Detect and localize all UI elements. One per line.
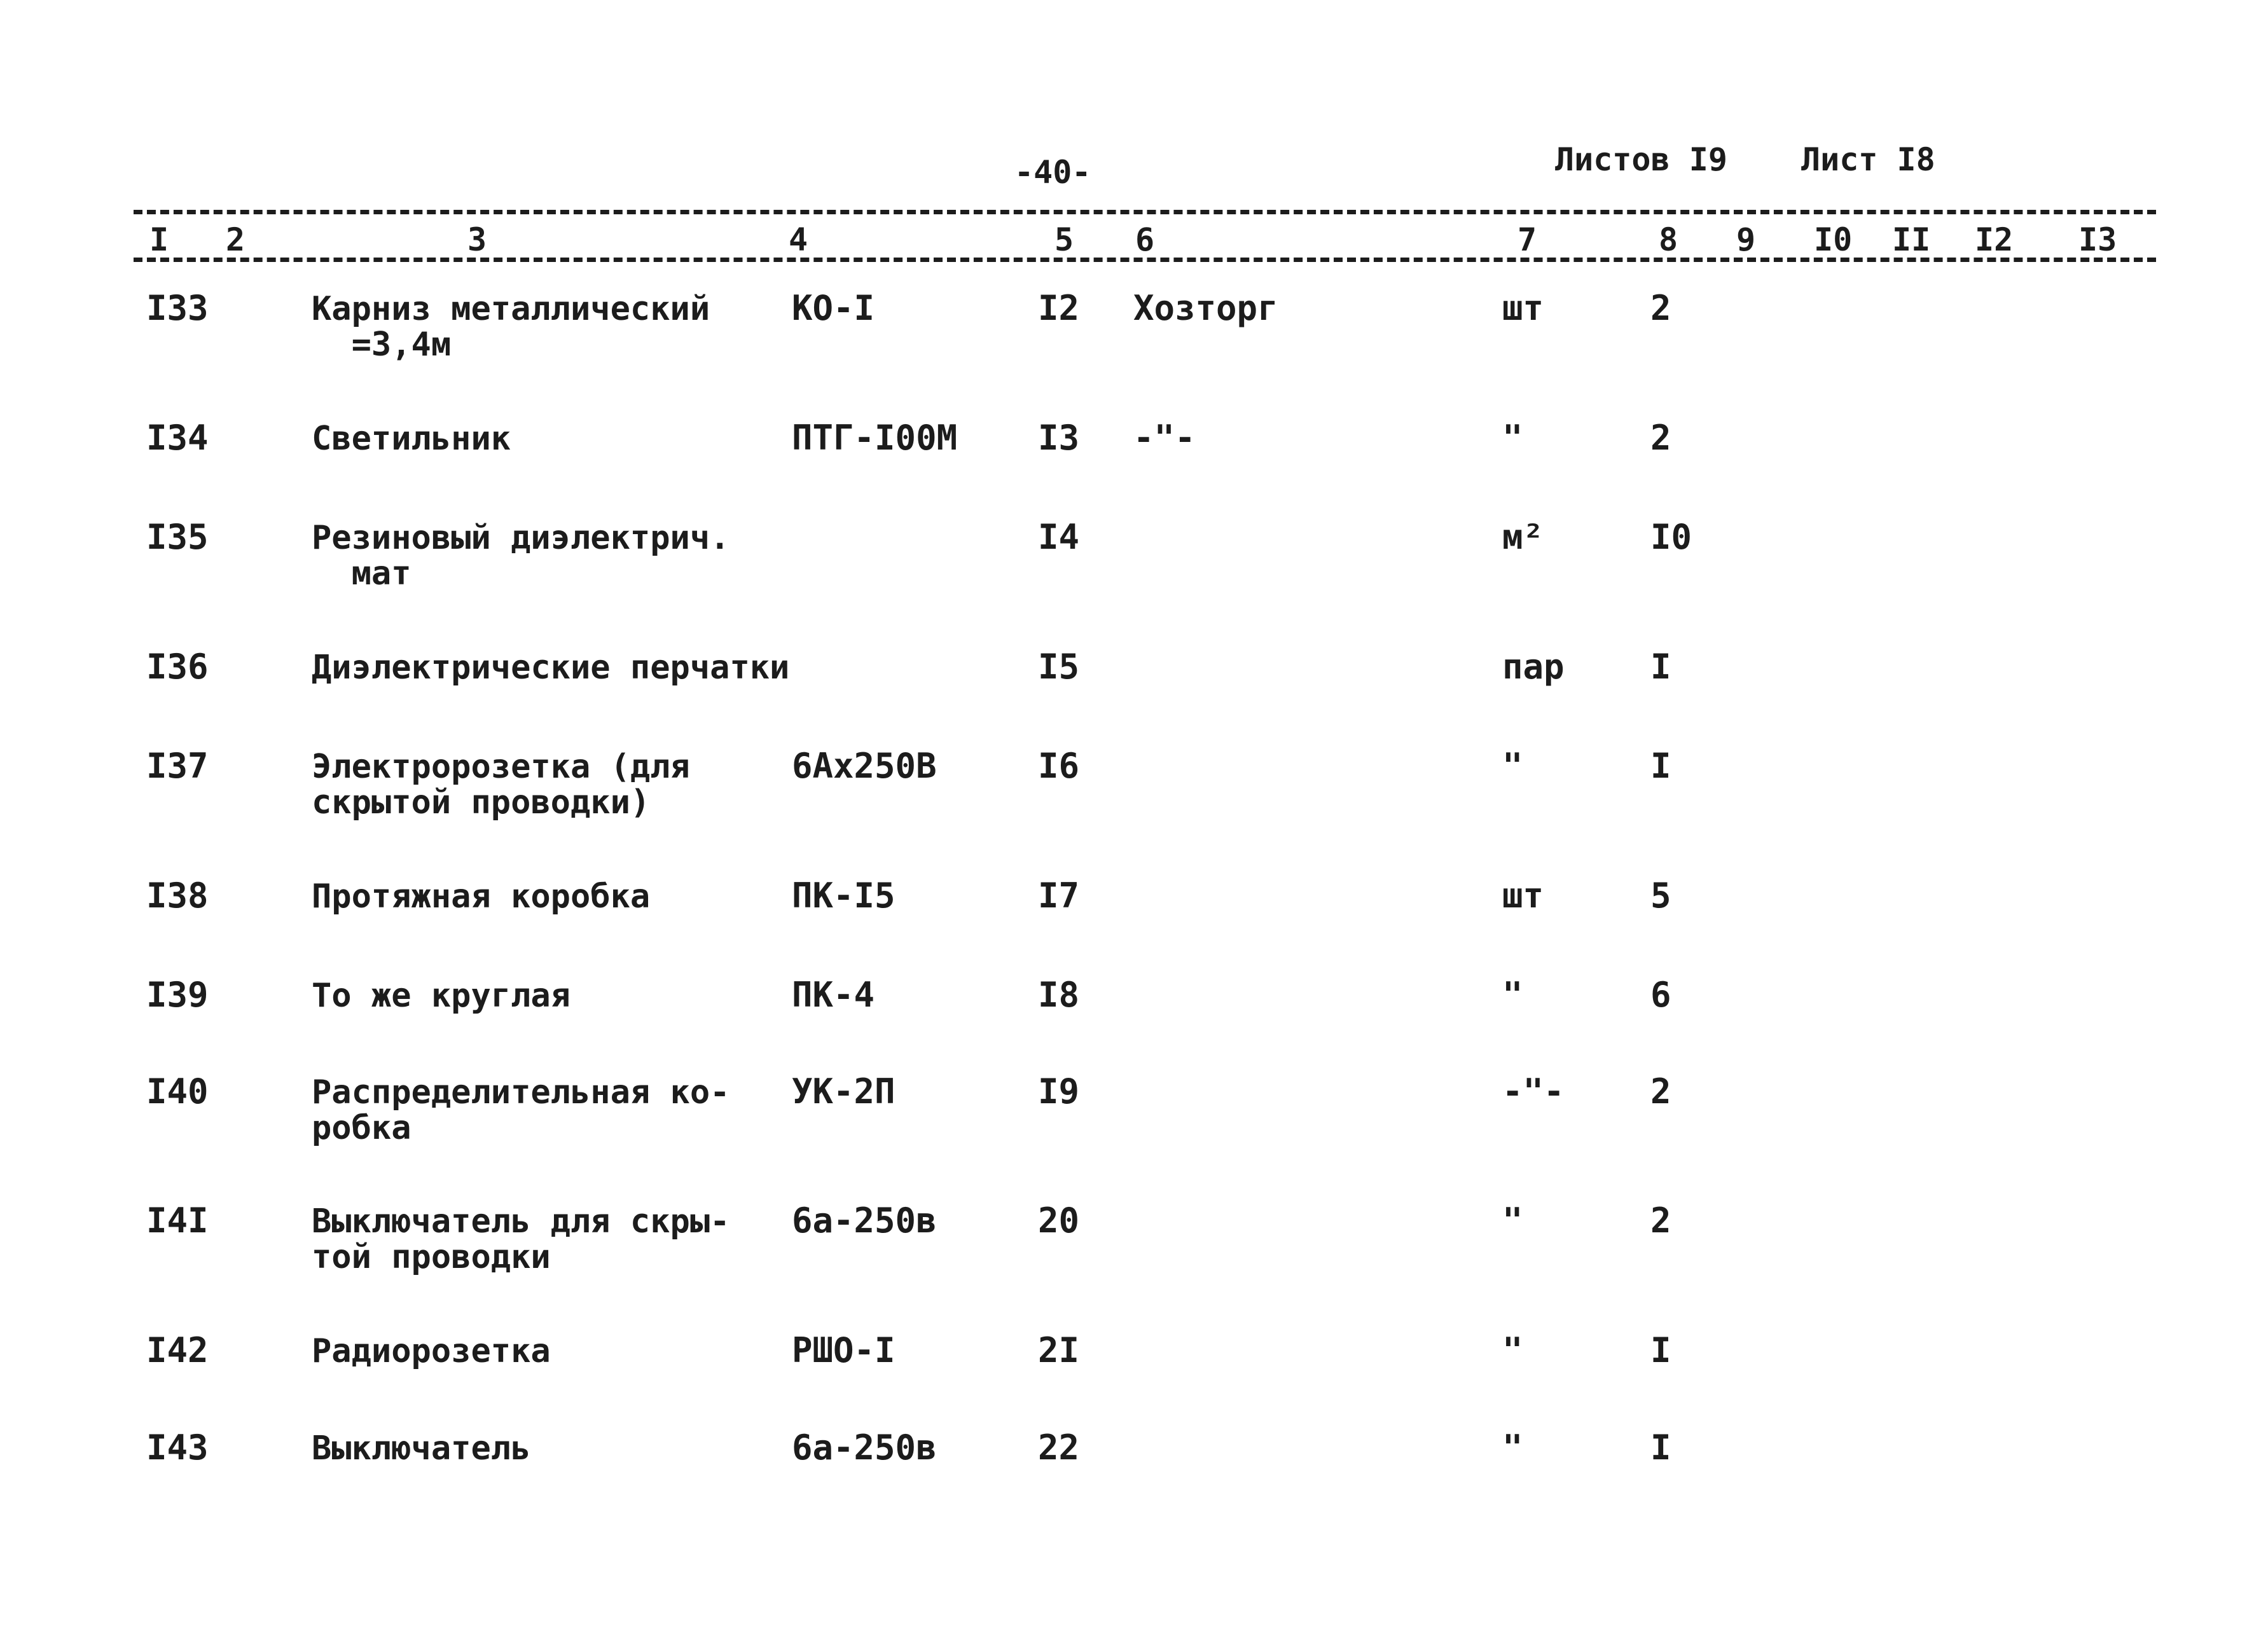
position-number: I6 [1038, 746, 1080, 786]
supplier: -"- [1133, 418, 1196, 458]
unit: " [1502, 1428, 1523, 1468]
column-header: 3 [467, 221, 487, 258]
column-header: 9 [1736, 221, 1756, 258]
item-name: Распределительная ко- робка [312, 1073, 730, 1147]
column-header: 6 [1135, 221, 1155, 258]
item-mark: ПТГ-I00М [792, 418, 958, 458]
quantity: 5 [1650, 876, 1671, 916]
item-name: Выключатель для скры- той проводки [312, 1202, 730, 1276]
column-header: II [1892, 221, 1931, 258]
position-number: I2 [1038, 288, 1080, 328]
position-number: I5 [1038, 647, 1080, 687]
column-header: 4 [789, 221, 808, 258]
sheets-total: Листов I9 [1555, 141, 1727, 178]
unit: " [1502, 1330, 1523, 1370]
item-name: То же круглая [312, 977, 570, 1015]
header-rule-top [134, 210, 2156, 214]
quantity: 6 [1650, 975, 1671, 1015]
column-header: I0 [1814, 221, 1853, 258]
column-header: I [149, 221, 169, 258]
quantity: I [1650, 1330, 1671, 1370]
unit: " [1502, 418, 1523, 458]
quantity: I0 [1650, 517, 1692, 557]
column-header: 5 [1054, 221, 1074, 258]
row-number: I35 [146, 517, 209, 557]
quantity: 2 [1650, 1201, 1671, 1241]
column-header: 2 [226, 221, 245, 258]
unit: шт [1502, 288, 1544, 328]
position-number: 20 [1038, 1201, 1080, 1241]
quantity: 2 [1650, 288, 1671, 328]
position-number: 22 [1038, 1428, 1080, 1468]
quantity: I [1650, 647, 1671, 687]
item-mark: УК-2П [792, 1071, 895, 1112]
unit: пар [1502, 647, 1565, 687]
row-number: I34 [146, 418, 209, 458]
row-number: I36 [146, 647, 209, 687]
column-header: 8 [1659, 221, 1678, 258]
item-name: Выключатель [312, 1429, 531, 1468]
position-number: I9 [1038, 1071, 1080, 1112]
unit: шт [1502, 876, 1544, 916]
row-number: I40 [146, 1071, 209, 1112]
row-number: I43 [146, 1428, 209, 1468]
quantity: 2 [1650, 418, 1671, 458]
unit: " [1502, 975, 1523, 1015]
item-name: Радиорозетка [312, 1332, 551, 1370]
quantity: 2 [1650, 1071, 1671, 1112]
position-number: 2I [1038, 1330, 1080, 1370]
column-header: I3 [2078, 221, 2117, 258]
item-mark: 6Ax250B [792, 746, 937, 786]
position-number: I8 [1038, 975, 1080, 1015]
column-header: 7 [1518, 221, 1537, 258]
unit: м² [1502, 517, 1544, 557]
item-name: Светильник [312, 420, 511, 458]
item-mark: РШО-I [792, 1330, 895, 1370]
unit: " [1502, 1201, 1523, 1241]
item-mark: ПК-4 [792, 975, 875, 1015]
item-name: Резиновый диэлектрич. мат [312, 519, 730, 593]
row-number: I38 [146, 876, 209, 916]
position-number: I4 [1038, 517, 1080, 557]
row-number: I37 [146, 746, 209, 786]
unit: " [1502, 746, 1523, 786]
column-header: I2 [1975, 221, 2014, 258]
page-number: -40- [1014, 154, 1091, 191]
row-number: I39 [146, 975, 209, 1015]
item-mark: 6а-250в [792, 1201, 937, 1241]
position-number: I3 [1038, 418, 1080, 458]
quantity: I [1650, 1428, 1671, 1468]
item-mark: 6а-250в [792, 1428, 937, 1468]
item-name: Протяжная коробка [312, 878, 651, 916]
position-number: I7 [1038, 876, 1080, 916]
item-name: Электророзетка (для скрытой проводки) [312, 748, 690, 822]
row-number: I33 [146, 288, 209, 328]
row-number: I4I [146, 1201, 209, 1241]
item-name: Карниз металлический =3,4м [312, 290, 710, 364]
item-mark: ПК-I5 [792, 876, 895, 916]
item-mark: КО-I [792, 288, 875, 328]
quantity: I [1650, 746, 1671, 786]
item-name: Диэлектрические перчатки [312, 649, 790, 687]
row-number: I42 [146, 1330, 209, 1370]
header-rule-bottom [134, 258, 2156, 262]
sheet-number: Лист I8 [1801, 141, 1935, 178]
supplier: Хозторг [1133, 288, 1278, 328]
unit: -"- [1502, 1071, 1565, 1112]
